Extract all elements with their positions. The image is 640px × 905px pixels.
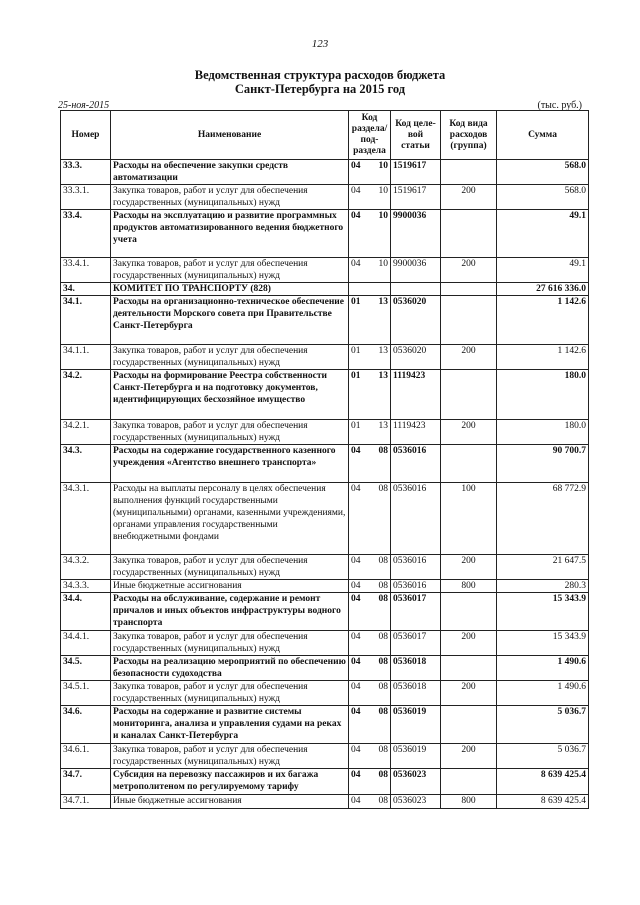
row-expense-type-code: 200 <box>441 185 497 210</box>
row-name: Закупка товаров, работ и услуг для обеспечения государственных (муниципальных) нужд <box>111 681 349 706</box>
header-target-code: Код целе-вой статьи <box>391 111 441 160</box>
row-expense-type-code: 200 <box>441 631 497 656</box>
row-expense-type-code: 200 <box>441 345 497 370</box>
row-amount: 8 639 425.4 <box>497 795 589 809</box>
row-section-code: 04 <box>349 631 369 656</box>
row-number: 34.4. <box>61 593 111 631</box>
row-amount: 1 142.6 <box>497 296 589 345</box>
row-name: Расходы на формирование Реестра собственности Санкт-Петербурга и на подготовку документов, идентифицирующих бесхозяйное имущество <box>111 370 349 420</box>
row-number: 33.3. <box>61 160 111 185</box>
table-body <box>61 160 589 809</box>
row-subsection-code: 08 <box>369 580 391 593</box>
row-target-code: 0536016 <box>391 580 441 593</box>
table-row <box>61 555 589 580</box>
row-section-code: 04 <box>349 580 369 593</box>
row-subsection-code: 08 <box>369 706 391 744</box>
table-row <box>61 370 589 420</box>
row-amount: 180.0 <box>497 370 589 420</box>
row-subsection-code: 10 <box>369 210 391 258</box>
row-expense-type-code <box>441 160 497 185</box>
row-amount: 21 647.5 <box>497 555 589 580</box>
row-name: Расходы на выплаты персоналу в целях обеспечения выполнения функций государственными (муниципальными) органами, казенными учреждениями, органами управления государственными внебюджетными фондами <box>111 483 349 555</box>
row-subsection-code: 08 <box>369 656 391 681</box>
row-number: 34.1.1. <box>61 345 111 370</box>
row-section-code <box>349 283 369 296</box>
row-number: 34.7.1. <box>61 795 111 809</box>
row-amount: 280.3 <box>497 580 589 593</box>
row-amount: 15 343.9 <box>497 593 589 631</box>
row-number: 34.6.1. <box>61 744 111 769</box>
row-expense-type-code <box>441 656 497 681</box>
row-subsection-code: 08 <box>369 555 391 580</box>
row-amount: 1 490.6 <box>497 681 589 706</box>
table-row <box>61 483 589 555</box>
row-amount: 68 772.9 <box>497 483 589 555</box>
row-name: Расходы на организационно-техническое обеспечение деятельности Морского совета при Правительстве Санкт-Петербурга <box>111 296 349 345</box>
row-number: 34.7. <box>61 769 111 795</box>
row-section-code: 01 <box>349 345 369 370</box>
row-target-code <box>391 283 441 296</box>
row-section-code: 04 <box>349 483 369 555</box>
row-target-code: 0536020 <box>391 296 441 345</box>
row-amount: 27 616 336.0 <box>497 283 589 296</box>
table-row <box>61 795 589 809</box>
row-number: 34.3. <box>61 445 111 483</box>
row-number: 33.3.1. <box>61 185 111 210</box>
row-number: 33.4. <box>61 210 111 258</box>
row-target-code: 0536018 <box>391 656 441 681</box>
row-target-code: 0536019 <box>391 706 441 744</box>
table-row <box>61 345 589 370</box>
row-subsection-code: 13 <box>369 370 391 420</box>
row-target-code: 1519617 <box>391 160 441 185</box>
row-number: 34.2. <box>61 370 111 420</box>
row-subsection-code: 08 <box>369 631 391 656</box>
row-expense-type-code: 200 <box>441 744 497 769</box>
table-row <box>61 656 589 681</box>
row-section-code: 04 <box>349 593 369 631</box>
row-number: 34.3.1. <box>61 483 111 555</box>
table-row <box>61 258 589 283</box>
row-section-code: 04 <box>349 555 369 580</box>
row-expense-type-code <box>441 445 497 483</box>
row-subsection-code: 08 <box>369 445 391 483</box>
row-target-code: 0536020 <box>391 345 441 370</box>
row-amount: 15 343.9 <box>497 631 589 656</box>
row-section-code: 04 <box>349 185 369 210</box>
row-amount: 1 142.6 <box>497 345 589 370</box>
row-name: Закупка товаров, работ и услуг для обеспечения государственных (муниципальных) нужд <box>111 420 349 445</box>
title-line-1: Ведомственная структура расходов бюджета <box>194 68 446 82</box>
row-number: 33.4.1. <box>61 258 111 283</box>
title-line-2: Санкт-Петербурга на 2015 год <box>234 82 406 96</box>
row-name: Расходы на эксплуатацию и развитие программных продуктов автоматизированного ведения бюджетного учета <box>111 210 349 258</box>
row-amount: 49.1 <box>497 258 589 283</box>
row-number: 34.5. <box>61 656 111 681</box>
row-subsection-code: 08 <box>369 593 391 631</box>
row-name: КОМИТЕТ ПО ТРАНСПОРТУ (828) <box>111 283 349 296</box>
row-subsection-code: 10 <box>369 185 391 210</box>
table-row <box>61 681 589 706</box>
row-expense-type-code <box>441 283 497 296</box>
header-section-code: Код раздела/ под-раздела <box>349 111 391 160</box>
row-amount: 5 036.7 <box>497 706 589 744</box>
table-row <box>61 744 589 769</box>
row-subsection-code: 10 <box>369 160 391 185</box>
header-expense-type-code: Код вида расходов (группа) <box>441 111 497 160</box>
row-section-code: 04 <box>349 258 369 283</box>
row-number: 34.1. <box>61 296 111 345</box>
row-subsection-code: 13 <box>369 345 391 370</box>
row-section-code: 04 <box>349 744 369 769</box>
row-section-code: 01 <box>349 296 369 345</box>
row-subsection-code: 13 <box>369 420 391 445</box>
row-section-code: 01 <box>349 420 369 445</box>
row-number: 34.3.3. <box>61 580 111 593</box>
row-target-code: 0536023 <box>391 795 441 809</box>
table-row <box>61 631 589 656</box>
row-expense-type-code <box>441 370 497 420</box>
row-target-code: 1519617 <box>391 185 441 210</box>
table-row <box>61 296 589 345</box>
table-row <box>61 283 589 296</box>
row-amount: 5 036.7 <box>497 744 589 769</box>
header-amount: Сумма <box>497 111 589 160</box>
row-number: 34. <box>61 283 111 296</box>
row-expense-type-code: 100 <box>441 483 497 555</box>
row-subsection-code: 08 <box>369 769 391 795</box>
row-section-code: 04 <box>349 795 369 809</box>
row-name: Расходы на содержание и развитие системы мониторинга, анализа и управления судами на реках и каналах Санкт-Петербурга <box>111 706 349 744</box>
table-row <box>61 445 589 483</box>
page-number: 123 <box>311 38 329 50</box>
row-amount: 568.0 <box>497 185 589 210</box>
row-amount: 8 639 425.4 <box>497 769 589 795</box>
table-row <box>61 580 589 593</box>
row-expense-type-code <box>441 706 497 744</box>
table-row <box>61 420 589 445</box>
row-name: Расходы на обслуживание, содержание и ремонт причалов и иных объектов инфраструктуры водного транспорта <box>111 593 349 631</box>
row-target-code: 0536016 <box>391 445 441 483</box>
table-row <box>61 160 589 185</box>
table-row <box>61 210 589 258</box>
row-amount: 90 700.7 <box>497 445 589 483</box>
row-name: Закупка товаров, работ и услуг для обеспечения государственных (муниципальных) нужд <box>111 345 349 370</box>
row-amount: 180.0 <box>497 420 589 445</box>
row-section-code: 04 <box>349 769 369 795</box>
row-name: Расходы на обеспечение закупки средств автоматизации <box>111 160 349 185</box>
row-section-code: 04 <box>349 445 369 483</box>
row-section-code: 04 <box>349 160 369 185</box>
row-amount: 49.1 <box>497 210 589 258</box>
row-expense-type-code <box>441 210 497 258</box>
row-target-code: 0536017 <box>391 631 441 656</box>
table-row <box>61 185 589 210</box>
table-header-row <box>61 111 589 160</box>
row-expense-type-code: 800 <box>441 580 497 593</box>
row-name: Закупка товаров, работ и услуг для обеспечения государственных (муниципальных) нужд <box>111 185 349 210</box>
document-title <box>0 68 640 96</box>
table-row <box>61 706 589 744</box>
document-date: 25-ноя-2015 <box>58 100 110 111</box>
row-name: Субсидия на перевозку пассажиров и их багажа метрополитеном по регулируемому тарифу <box>111 769 349 795</box>
row-target-code: 0536016 <box>391 555 441 580</box>
row-target-code: 9900036 <box>391 258 441 283</box>
row-expense-type-code: 200 <box>441 555 497 580</box>
units-label: (тыс. руб.) <box>537 100 582 111</box>
row-section-code: 04 <box>349 656 369 681</box>
row-name: Закупка товаров, работ и услуг для обеспечения государственных (муниципальных) нужд <box>111 258 349 283</box>
header-name: Наименование <box>111 111 349 160</box>
row-number: 34.3.2. <box>61 555 111 580</box>
row-name: Закупка товаров, работ и услуг для обеспечения государственных (муниципальных) нужд <box>111 555 349 580</box>
row-number: 34.4.1. <box>61 631 111 656</box>
row-number: 34.6. <box>61 706 111 744</box>
row-number: 34.2.1. <box>61 420 111 445</box>
row-target-code: 9900036 <box>391 210 441 258</box>
row-target-code: 0536023 <box>391 769 441 795</box>
row-expense-type-code: 800 <box>441 795 497 809</box>
row-subsection-code <box>369 283 391 296</box>
table-row <box>61 769 589 795</box>
header-number: Номер <box>61 111 111 160</box>
row-target-code: 0536016 <box>391 483 441 555</box>
row-name: Закупка товаров, работ и услуг для обеспечения государственных (муниципальных) нужд <box>111 744 349 769</box>
row-name: Закупка товаров, работ и услуг для обеспечения государственных (муниципальных) нужд <box>111 631 349 656</box>
row-section-code: 04 <box>349 210 369 258</box>
row-target-code: 1119423 <box>391 420 441 445</box>
row-number: 34.5.1. <box>61 681 111 706</box>
row-expense-type-code: 200 <box>441 258 497 283</box>
row-expense-type-code <box>441 769 497 795</box>
row-expense-type-code: 200 <box>441 681 497 706</box>
row-section-code: 04 <box>349 706 369 744</box>
row-amount: 1 490.6 <box>497 656 589 681</box>
row-name: Иные бюджетные ассигнования <box>111 580 349 593</box>
row-amount: 568.0 <box>497 160 589 185</box>
row-target-code: 1119423 <box>391 370 441 420</box>
row-subsection-code: 08 <box>369 681 391 706</box>
row-subsection-code: 10 <box>369 258 391 283</box>
row-name: Иные бюджетные ассигнования <box>111 795 349 809</box>
row-subsection-code: 08 <box>369 795 391 809</box>
row-target-code: 0536018 <box>391 681 441 706</box>
row-subsection-code: 08 <box>369 483 391 555</box>
row-target-code: 0536017 <box>391 593 441 631</box>
budget-table <box>60 110 589 809</box>
table-row <box>61 593 589 631</box>
row-section-code: 04 <box>349 681 369 706</box>
row-name: Расходы на содержание государственного казенного учреждения «Агентство внешнего транспорта» <box>111 445 349 483</box>
row-expense-type-code: 200 <box>441 420 497 445</box>
row-subsection-code: 08 <box>369 744 391 769</box>
row-target-code: 0536019 <box>391 744 441 769</box>
row-section-code: 01 <box>349 370 369 420</box>
row-name: Расходы на реализацию мероприятий по обеспечению безопасности судоходства <box>111 656 349 681</box>
row-expense-type-code <box>441 296 497 345</box>
row-expense-type-code <box>441 593 497 631</box>
row-subsection-code: 13 <box>369 296 391 345</box>
